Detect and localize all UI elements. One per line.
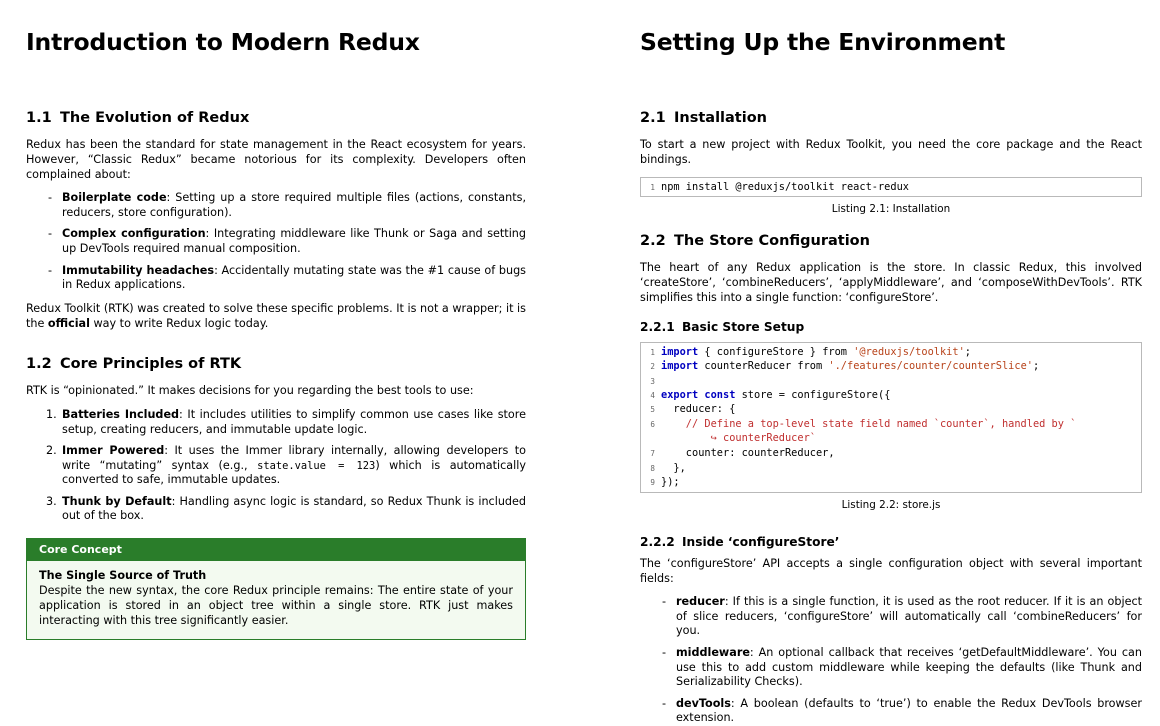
list-item: [48, 495, 526, 524]
code-block: [640, 177, 1142, 198]
right-page-column: [580, 0, 1160, 725]
callout-core-concept: [26, 538, 526, 640]
line-number: 3: [650, 376, 655, 386]
paragraph-part-b: way to write Redux logic today.: [89, 316, 269, 330]
list-item-term: Immutability headaches: [62, 263, 215, 277]
line-number: 5: [650, 405, 655, 415]
code-text: [657, 475, 1141, 490]
code-text: [657, 359, 1141, 374]
callout-body: [27, 561, 525, 639]
code-block: [640, 342, 1142, 493]
paragraph-part-a: Redux Toolkit (RTK) was created to solve these specific problems. It is not a wrapper; it is the: [26, 301, 526, 330]
list-item: [48, 264, 526, 293]
code-token: // Define a top-level state field named `counter`, handled by `: [661, 417, 1077, 430]
section-number: 1.1: [26, 110, 52, 126]
code-line: [641, 359, 1141, 374]
code-line: [641, 180, 1141, 195]
list-item: [662, 595, 1142, 639]
section-title: The Store Configuration: [674, 233, 870, 250]
left-page-column: [0, 0, 580, 678]
list-marker: 2.: [46, 444, 57, 458]
list-item-text: : If this is a single function, it is used as the root reducer. If it is an object of slice reducers, ‘configureStore’ will automatically call ‘combineReducers’ for you.: [676, 595, 1142, 638]
list-item: [48, 408, 526, 437]
list-marker: -: [48, 227, 53, 241]
list-item-term: Boilerplate code: [62, 191, 167, 205]
list-item: [48, 227, 526, 256]
list-marker: 3.: [46, 494, 57, 508]
code-token: ;: [1032, 360, 1040, 373]
bullet-list-config-fields: [640, 595, 1142, 726]
line-number: 1: [650, 347, 655, 357]
callout-header: Core Concept: [27, 539, 525, 561]
section-number: 2.1: [640, 110, 666, 126]
list-item-term: Immer Powered: [62, 444, 165, 458]
code-line: [641, 402, 1141, 417]
paragraph-install-intro: To start a new project with Redux Toolkit, you need the core package and the React bindings.: [640, 138, 1142, 166]
inline-code-snippet: state.value = 123: [257, 459, 376, 472]
code-text: [657, 417, 1141, 432]
code-text: [657, 446, 1141, 461]
section-heading-1-1: [26, 110, 526, 126]
line-number: [641, 431, 657, 434]
code-line: [641, 417, 1141, 432]
section-title: Core Principles of RTK: [60, 356, 242, 373]
listing-installation: [640, 177, 1142, 216]
code-text: [657, 345, 1141, 360]
code-text: [657, 431, 1141, 446]
code-line: [641, 475, 1141, 490]
line-number: 2: [650, 362, 655, 372]
list-item-term: Complex configuration: [62, 227, 206, 241]
code-token: ;: [964, 345, 971, 358]
code-line: [641, 345, 1141, 360]
listing-caption: Listing 2.2: store.js: [841, 498, 941, 511]
page-title-right: Setting Up the Environment: [640, 28, 1006, 56]
list-item: [48, 191, 526, 220]
list-item-term: Thunk by Default: [62, 494, 172, 508]
code-token: reducer: {: [661, 403, 736, 416]
line-number: 6: [650, 419, 655, 429]
line-number: 1: [650, 182, 655, 192]
code-text: [657, 402, 1141, 417]
paragraph-configure-store-api: The ‘configureStore’ API accepts a single configuration object with several important fields:: [640, 556, 1142, 585]
code-line: [641, 461, 1141, 476]
line-number: 8: [650, 463, 655, 473]
code-token: './features/counter/counterSlice': [828, 360, 1033, 373]
list-item-text-a: : It uses the Immer library internally, allowing developers to write “mutating” syntax (e.g.,: [62, 444, 526, 472]
subsection-heading-2-2-2: [640, 535, 1142, 549]
code-line: [641, 374, 1141, 388]
list-marker: 1.: [46, 408, 57, 422]
list-item-text: : An optional callback that receives ‘getDefaultMiddleware’. You can use this to add custom middleware while keeping the defaults (like Thunk and Serializability Checks).: [676, 646, 1142, 689]
section-title: The Evolution of Redux: [60, 110, 250, 126]
section-number: 1.2: [26, 356, 52, 373]
code-text: npm install @reduxjs/toolkit react-redux: [661, 180, 909, 193]
code-token: });: [661, 476, 680, 489]
code-token: counterReducer from: [698, 360, 829, 373]
section-heading-2-1: [640, 110, 1142, 126]
paragraph-rtk-official: [26, 302, 526, 332]
listing-caption: Listing 2.1: Installation: [831, 203, 951, 216]
list-item-text: : A boolean (defaults to ‘true’) to enable the Redux DevTools browser extension.: [676, 696, 1142, 725]
list-item: [662, 646, 1142, 690]
list-marker: -: [48, 263, 53, 277]
code-token: export const: [661, 388, 736, 401]
code-token: '@reduxjs/toolkit': [853, 345, 965, 358]
subsection-title: Inside ‘configureStore’: [682, 534, 840, 549]
callout-text: Despite the new syntax, the core Redux principle remains: The entire state of your application is stored in an object tree within a single store. RTK just makes interacting with this tree significantly easier.: [39, 584, 513, 627]
code-token: { configureStore } from: [698, 345, 854, 358]
list-item-text: : Setting up a store required multiple files (actions, constants, reducers, store configuration).: [62, 191, 526, 219]
section-heading-1-2: [26, 356, 526, 372]
paragraph-store-intro: The heart of any Redux application is the store. In classic Redux, this involved ‘createStore’, ‘combineReducers’, ‘applyMiddleware’, and ‘composeWithDevTools’. RTK simplifies this into a single function: ‘configureStore’.: [640, 261, 1142, 304]
code-text: [657, 461, 1141, 476]
code-text: [657, 388, 1141, 403]
list-item-text-b: ) which is automatically converted to safe, immutable updates.: [62, 458, 526, 487]
section-title: Installation: [674, 110, 767, 126]
listing-store-js: [640, 342, 1142, 511]
code-token: import: [661, 360, 699, 373]
list-marker: -: [662, 595, 667, 609]
list-item-text: : It includes utilities to simplify common use cases like store setup, creating reducers, and immutable update logic.: [62, 408, 526, 436]
code-line: [641, 431, 1141, 446]
code-token: counter: counterReducer,: [661, 446, 835, 459]
list-item-term: Batteries Included: [62, 408, 180, 422]
list-item: [662, 697, 1142, 726]
list-item-term: middleware: [676, 646, 750, 660]
page-title-left: Introduction to Modern Redux: [26, 28, 420, 56]
bullet-list-complaints: [26, 191, 526, 292]
list-item-text: : Handling async logic is standard, so Redux Thunk is included out of the box.: [62, 494, 526, 523]
paragraph-emphasis: official: [47, 316, 90, 330]
list-item-text: : Accidentally mutating state was the #1 cause of bugs in Redux applications.: [62, 263, 527, 292]
paragraph-opinionated: RTK is “opinionated.” It makes decisions for you regarding the best tools to use:: [26, 384, 474, 398]
subsection-heading-2-2-1: [640, 320, 1142, 334]
subsection-title: Basic Store Setup: [682, 319, 805, 334]
list-item-text: : Integrating middleware like Thunk or Saga and setting up DevTools required manual composition.: [62, 227, 526, 256]
list-marker: -: [48, 191, 53, 205]
subsection-number: 2.2.2: [640, 534, 675, 549]
code-token: import: [661, 345, 699, 358]
callout-title: The Single Source of Truth: [39, 569, 207, 582]
code-line: [641, 446, 1141, 461]
list-marker: -: [662, 646, 667, 660]
paragraph-evolution-intro: Redux has been the standard for state management in the React ecosystem for years. However, “Classic Redux” became notorious for its complexity. Developers often complained about:: [26, 138, 526, 181]
line-number: 4: [650, 390, 655, 400]
list-item-term: devTools: [676, 696, 731, 710]
code-token: ↪ counterReducer`: [661, 432, 816, 445]
list-item-term: reducer: [676, 595, 725, 609]
line-number: 9: [650, 478, 655, 488]
code-token: store = configureStore({: [735, 388, 891, 401]
line-number: 7: [650, 448, 655, 458]
section-heading-2-2: [640, 233, 1142, 249]
list-item: [48, 444, 526, 488]
numbered-list-principles: [26, 408, 526, 524]
section-number: 2.2: [640, 233, 666, 250]
subsection-number: 2.2.1: [640, 319, 675, 334]
list-marker: -: [662, 696, 667, 710]
code-token: },: [661, 461, 686, 474]
code-line: [641, 388, 1141, 403]
